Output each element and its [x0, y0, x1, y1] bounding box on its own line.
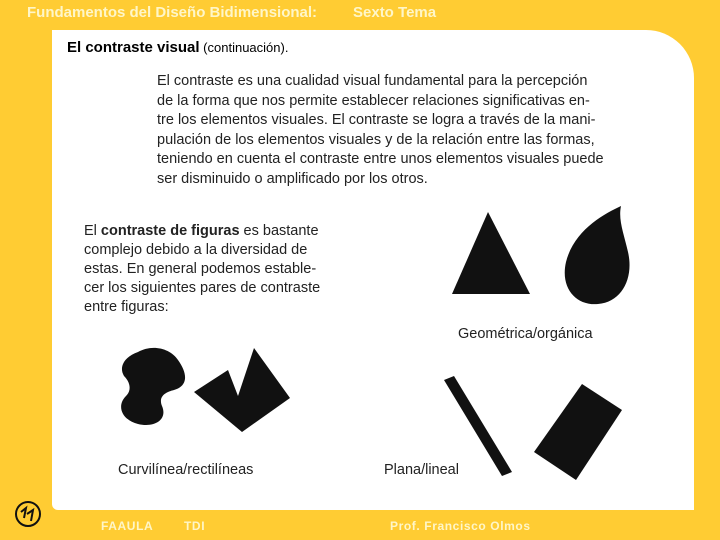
slide-title-suffix: (continuación).: [199, 40, 289, 55]
caption-flat-linear: Plana/lineal: [384, 462, 459, 478]
figures-line: cer los siguientes pares de contraste: [84, 280, 321, 296]
figures-line: entre figuras:: [84, 299, 169, 315]
figures-line-end: es bastante: [239, 223, 319, 239]
flat-linear-illustration: [440, 372, 640, 482]
blob-shape: [121, 348, 185, 425]
caption-geometric-organic: Geométrica/orgánica: [458, 326, 593, 342]
intro-line: El contraste es una cualidad visual fundamental para la percepción: [157, 73, 588, 89]
rectangle-shape: [534, 384, 622, 480]
figures-line: [84, 222, 364, 241]
intro-line: ser disminuido o amplificado por los otros.: [157, 170, 428, 187]
figures-emphasis: contraste de figuras: [100, 223, 240, 239]
course-title: Fundamentos del Diseño Bidimensional:: [27, 4, 318, 21]
footer-school: FAAULA: [101, 519, 154, 533]
header-bar: [0, 0, 720, 30]
intro-line: teniendo en cuenta el contraste entre unos elementos visuales puede: [157, 151, 604, 167]
zigzag-shape: [194, 348, 290, 432]
figures-line: estas. En general podemos estable-: [84, 261, 317, 277]
slide-title: [67, 39, 288, 56]
footer-professor: Prof. Francisco Olmos: [390, 519, 531, 533]
topic-title: Sexto Tema: [353, 4, 437, 21]
curvilinear-rectilinear-illustration: [108, 340, 298, 440]
caption-curvilinear-rectilinear: Curvilínea/rectilíneas: [118, 462, 254, 478]
figures-paragraph: [84, 222, 364, 317]
triangle-shape: [452, 212, 530, 294]
figures-line-start: El: [84, 223, 101, 239]
footer-subject: TDI: [184, 519, 206, 533]
drop-shape: [565, 206, 630, 304]
faaula-logo-icon: [14, 500, 42, 528]
figures-line: complejo debido a la diversidad de: [84, 242, 308, 258]
intro-line: de la forma que nos permite establecer relaciones significativas en-: [157, 92, 590, 109]
intro-paragraph: [157, 72, 657, 189]
geometric-organic-illustration: [446, 200, 646, 315]
intro-line: pulación de los elementos visuales y de la relación entre las formas,: [157, 131, 595, 148]
intro-line: tre los elementos visuales. El contraste se logra a través de la mani-: [157, 112, 596, 128]
slide-title-main: El contraste visual: [67, 39, 200, 56]
line-shape: [444, 376, 512, 476]
